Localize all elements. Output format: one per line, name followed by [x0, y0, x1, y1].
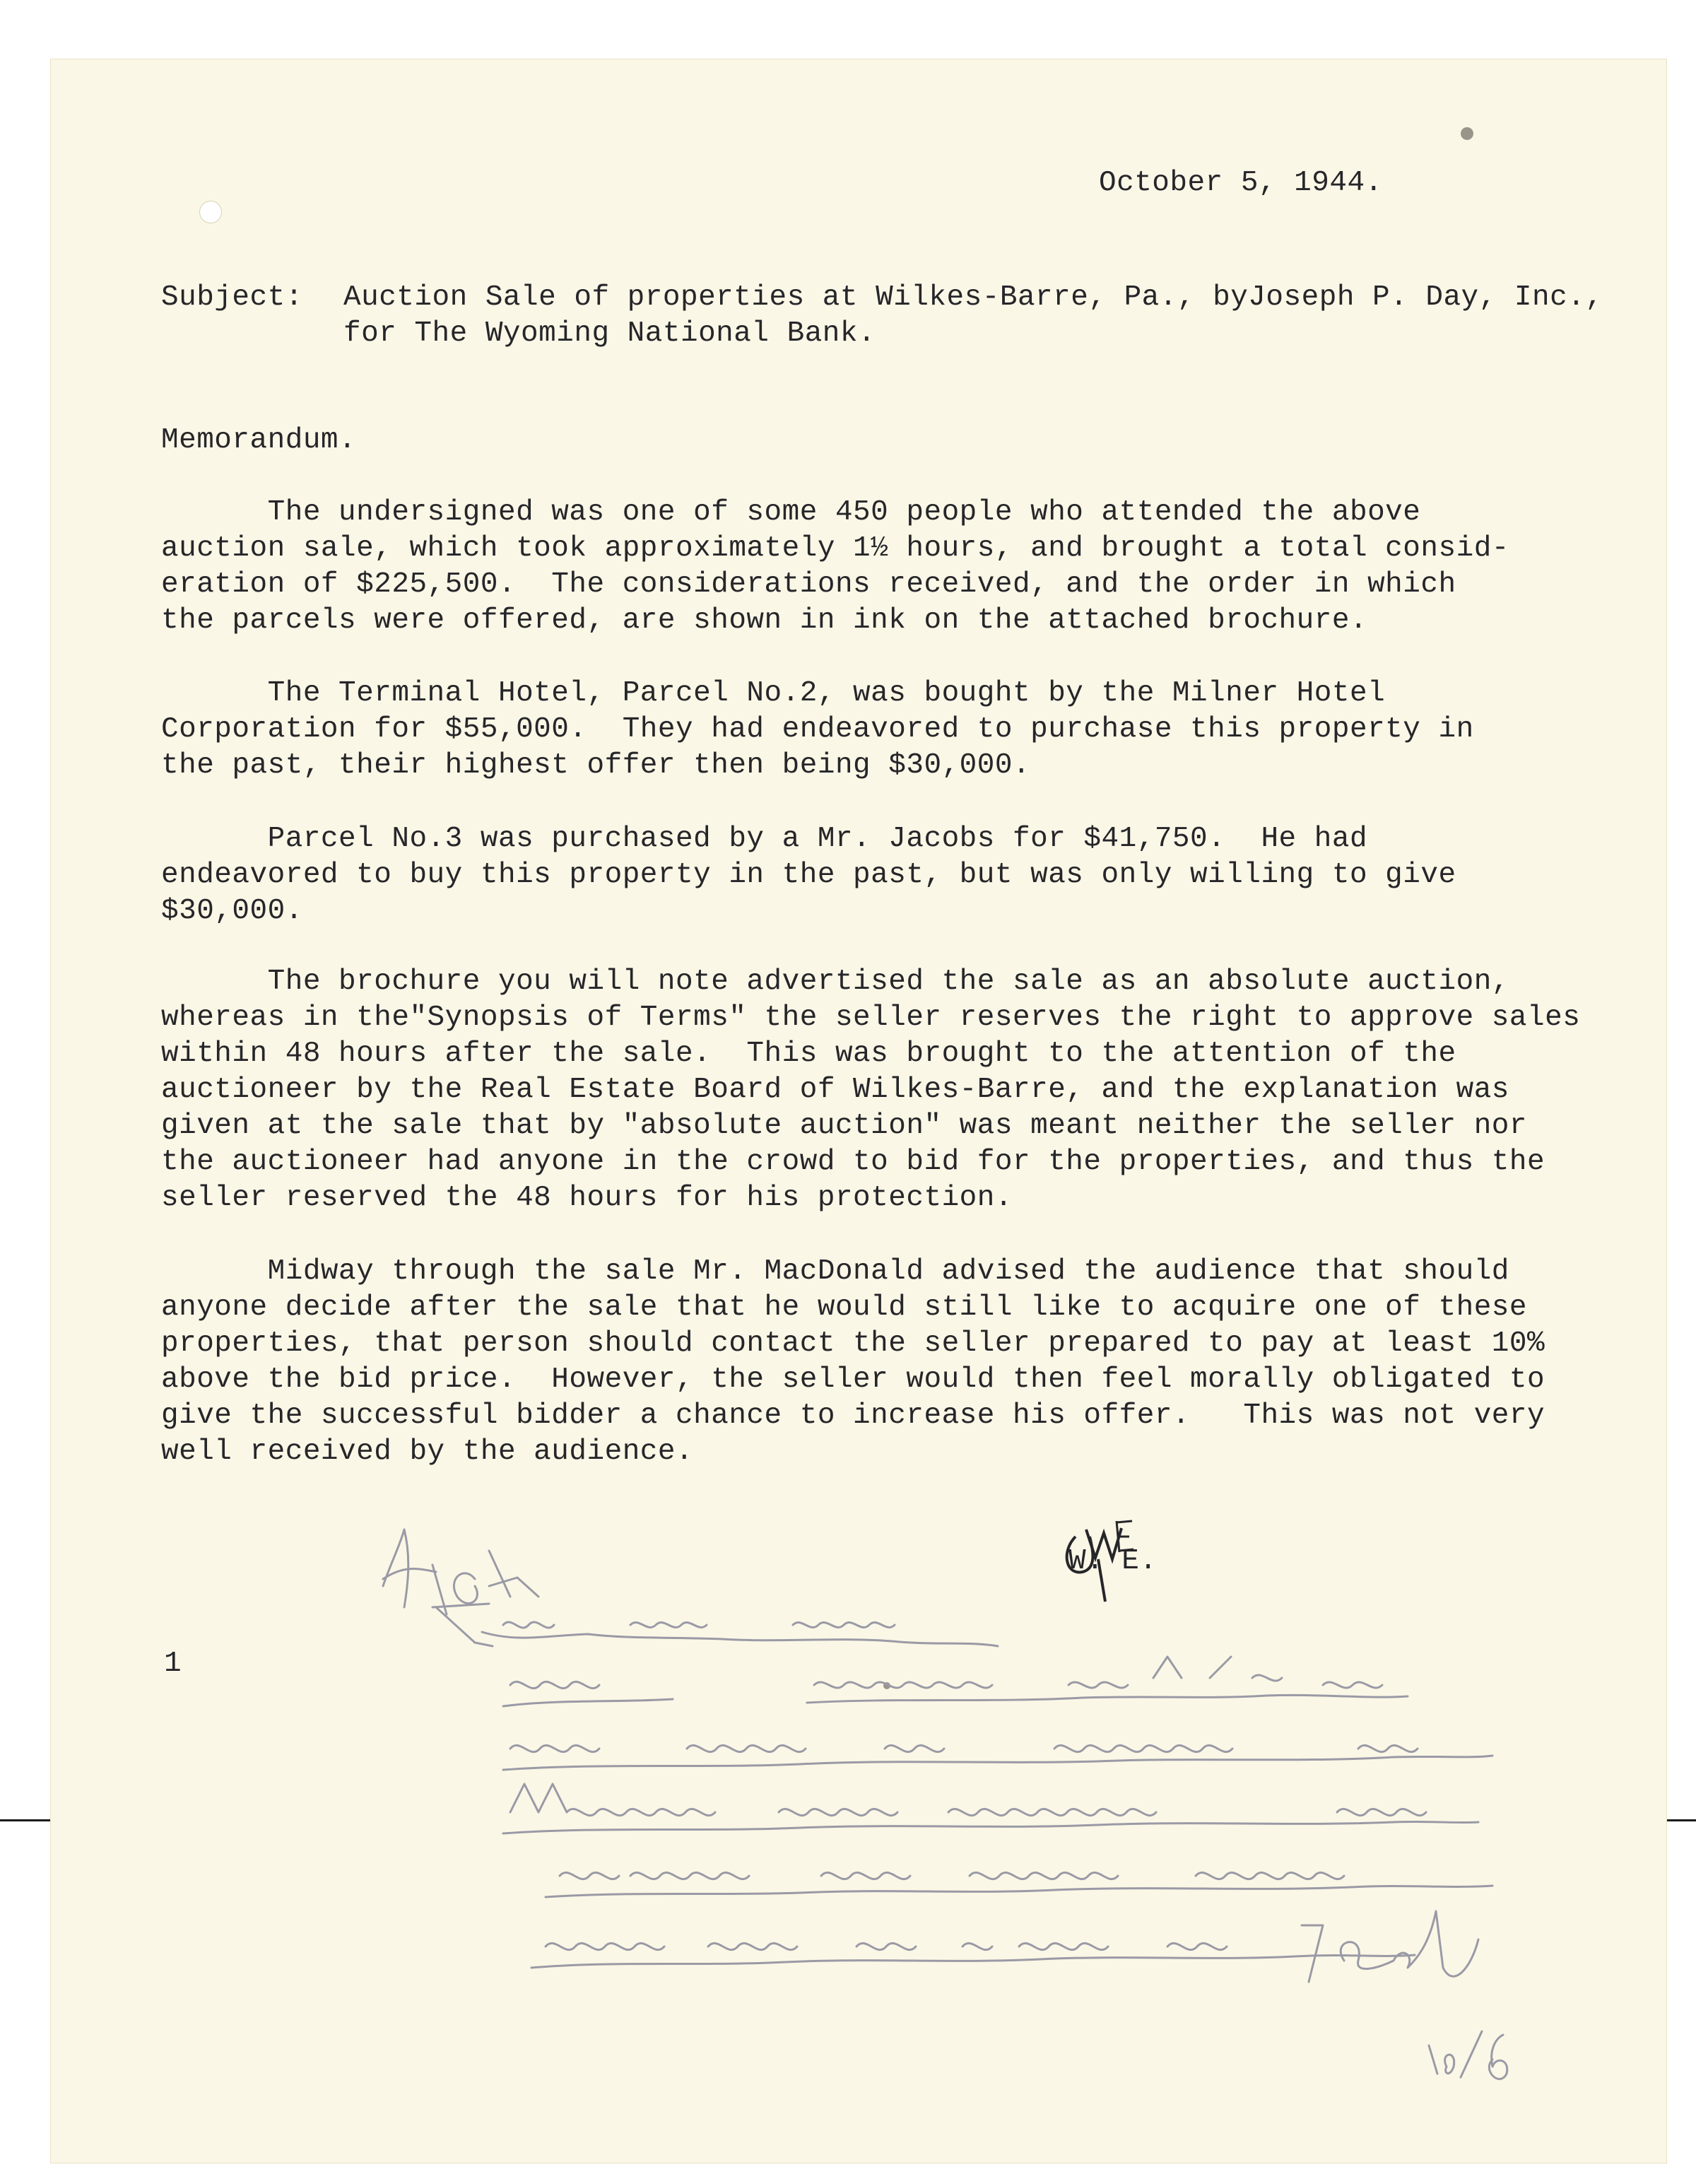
- subject-line: Auction Sale of properties at Wilkes-Barre, Pa., byJoseph P. Day, Inc., for The Wyoming National Bank.: [343, 281, 1603, 350]
- paper-speck: [1461, 127, 1473, 140]
- typed-initials: W. E.: [1068, 1545, 1158, 1578]
- paragraph-4: The brochure you will note advertised the sale as an absolute auction, whereas in the"Synopsis of Terms" the seller reserves the right to approve sales within 48 hours after the sale. This was brought to the attention of the auctioneer by the Real Estate Board of Wilkes-Barre, and the explanation was given at the sale that by "absolute auction" was meant neither the seller nor the auctioneer had anyone in the crowd to bid for the properties, and thus the seller reserved the 48 hours for his protection.: [161, 965, 1581, 1214]
- paper-speck: [883, 1682, 890, 1689]
- letter-page: [51, 59, 1666, 2163]
- page-number: 1: [164, 1648, 182, 1680]
- paragraph-1: The undersigned was one of some 450 people who attended the above auction sale, which took approximately 1½ hours, and brought a total consid- eration of $225,500. The considerations received, and the order in which the parcels were offered, are shown in ink on the attached brochure.: [161, 496, 1509, 637]
- letter-date: October 5, 1944.: [1099, 167, 1383, 199]
- paragraph-2: The Terminal Hotel, Parcel No.2, was bought by the Milner Hotel Corporation for $55,000. They had endeavored to purchase this property in the past, their highest offer then being $30,000.: [161, 677, 1474, 782]
- paragraph-3: Parcel No.3 was purchased by a Mr. Jacobs for $41,750. He had endeavored to buy this property in the past, but was only willing to give $30,000.: [161, 823, 1456, 927]
- punch-hole: [199, 201, 222, 223]
- memo-heading: Memorandum.: [161, 424, 357, 457]
- paragraph-5: Midway through the sale Mr. MacDonald advised the audience that should anyone decide after the sale that he would still like to acquire one of these properties, that person should contact the seller prepared to pay at least 10% above the bid price. However, the seller would then feel morally obligated to give the successful bidder a chance to increase his offer. This was not very well received by the audience.: [161, 1255, 1545, 1468]
- subject-label: Subject:: [161, 281, 303, 314]
